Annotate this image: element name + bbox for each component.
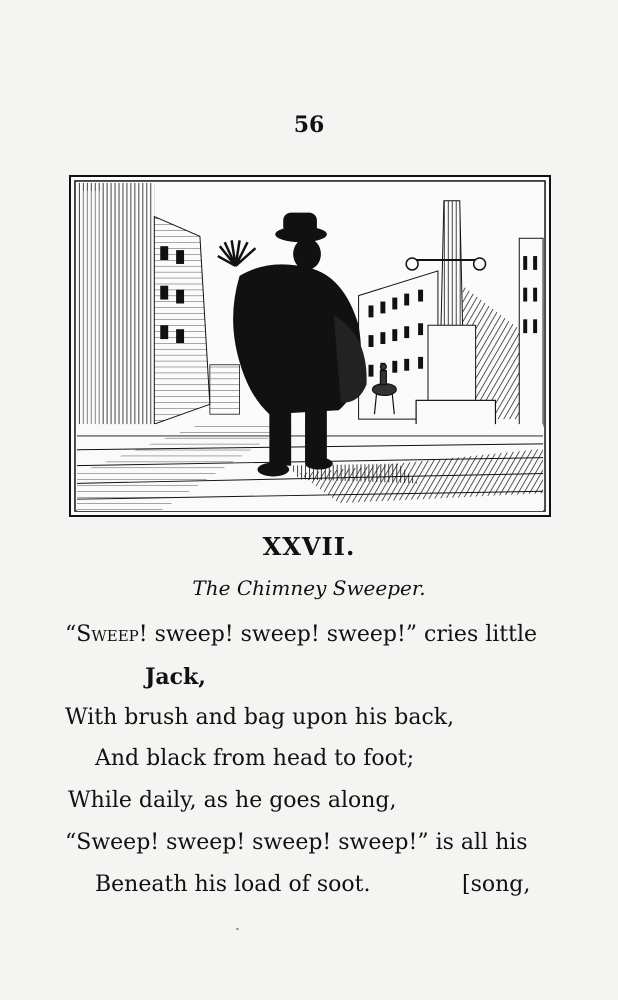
chapter-numeral: XXVII. [262,532,356,561]
poem-line-6: “Sweep! sweep! sweep! sweep!” is all his [65,830,528,855]
poem-line-5: While daily, as he goes along, [68,788,397,813]
page-number: 56 [293,112,325,138]
paper-speck [236,928,239,930]
poem-line-4: And black from head to foot; [95,746,415,771]
line1-open-quote: “ [65,622,77,647]
woodcut-illustration [69,175,551,517]
poem-line-2: Jack, [145,664,206,690]
line1-rest: ! sweep! sweep! sweep!” cries little [138,622,538,647]
chimney-sweeper-woodcut-icon [71,177,549,515]
poem-line-3: With brush and bag upon his back, [65,705,455,730]
poem-title: The Chimney Sweeper. [192,576,426,600]
poem-line-7: Beneath his load of soot. [95,872,371,897]
poem-turnover-word: [song, [462,872,531,897]
line1-smallcaps-word: Sweep [76,622,139,647]
poem-line-1 [65,622,537,647]
